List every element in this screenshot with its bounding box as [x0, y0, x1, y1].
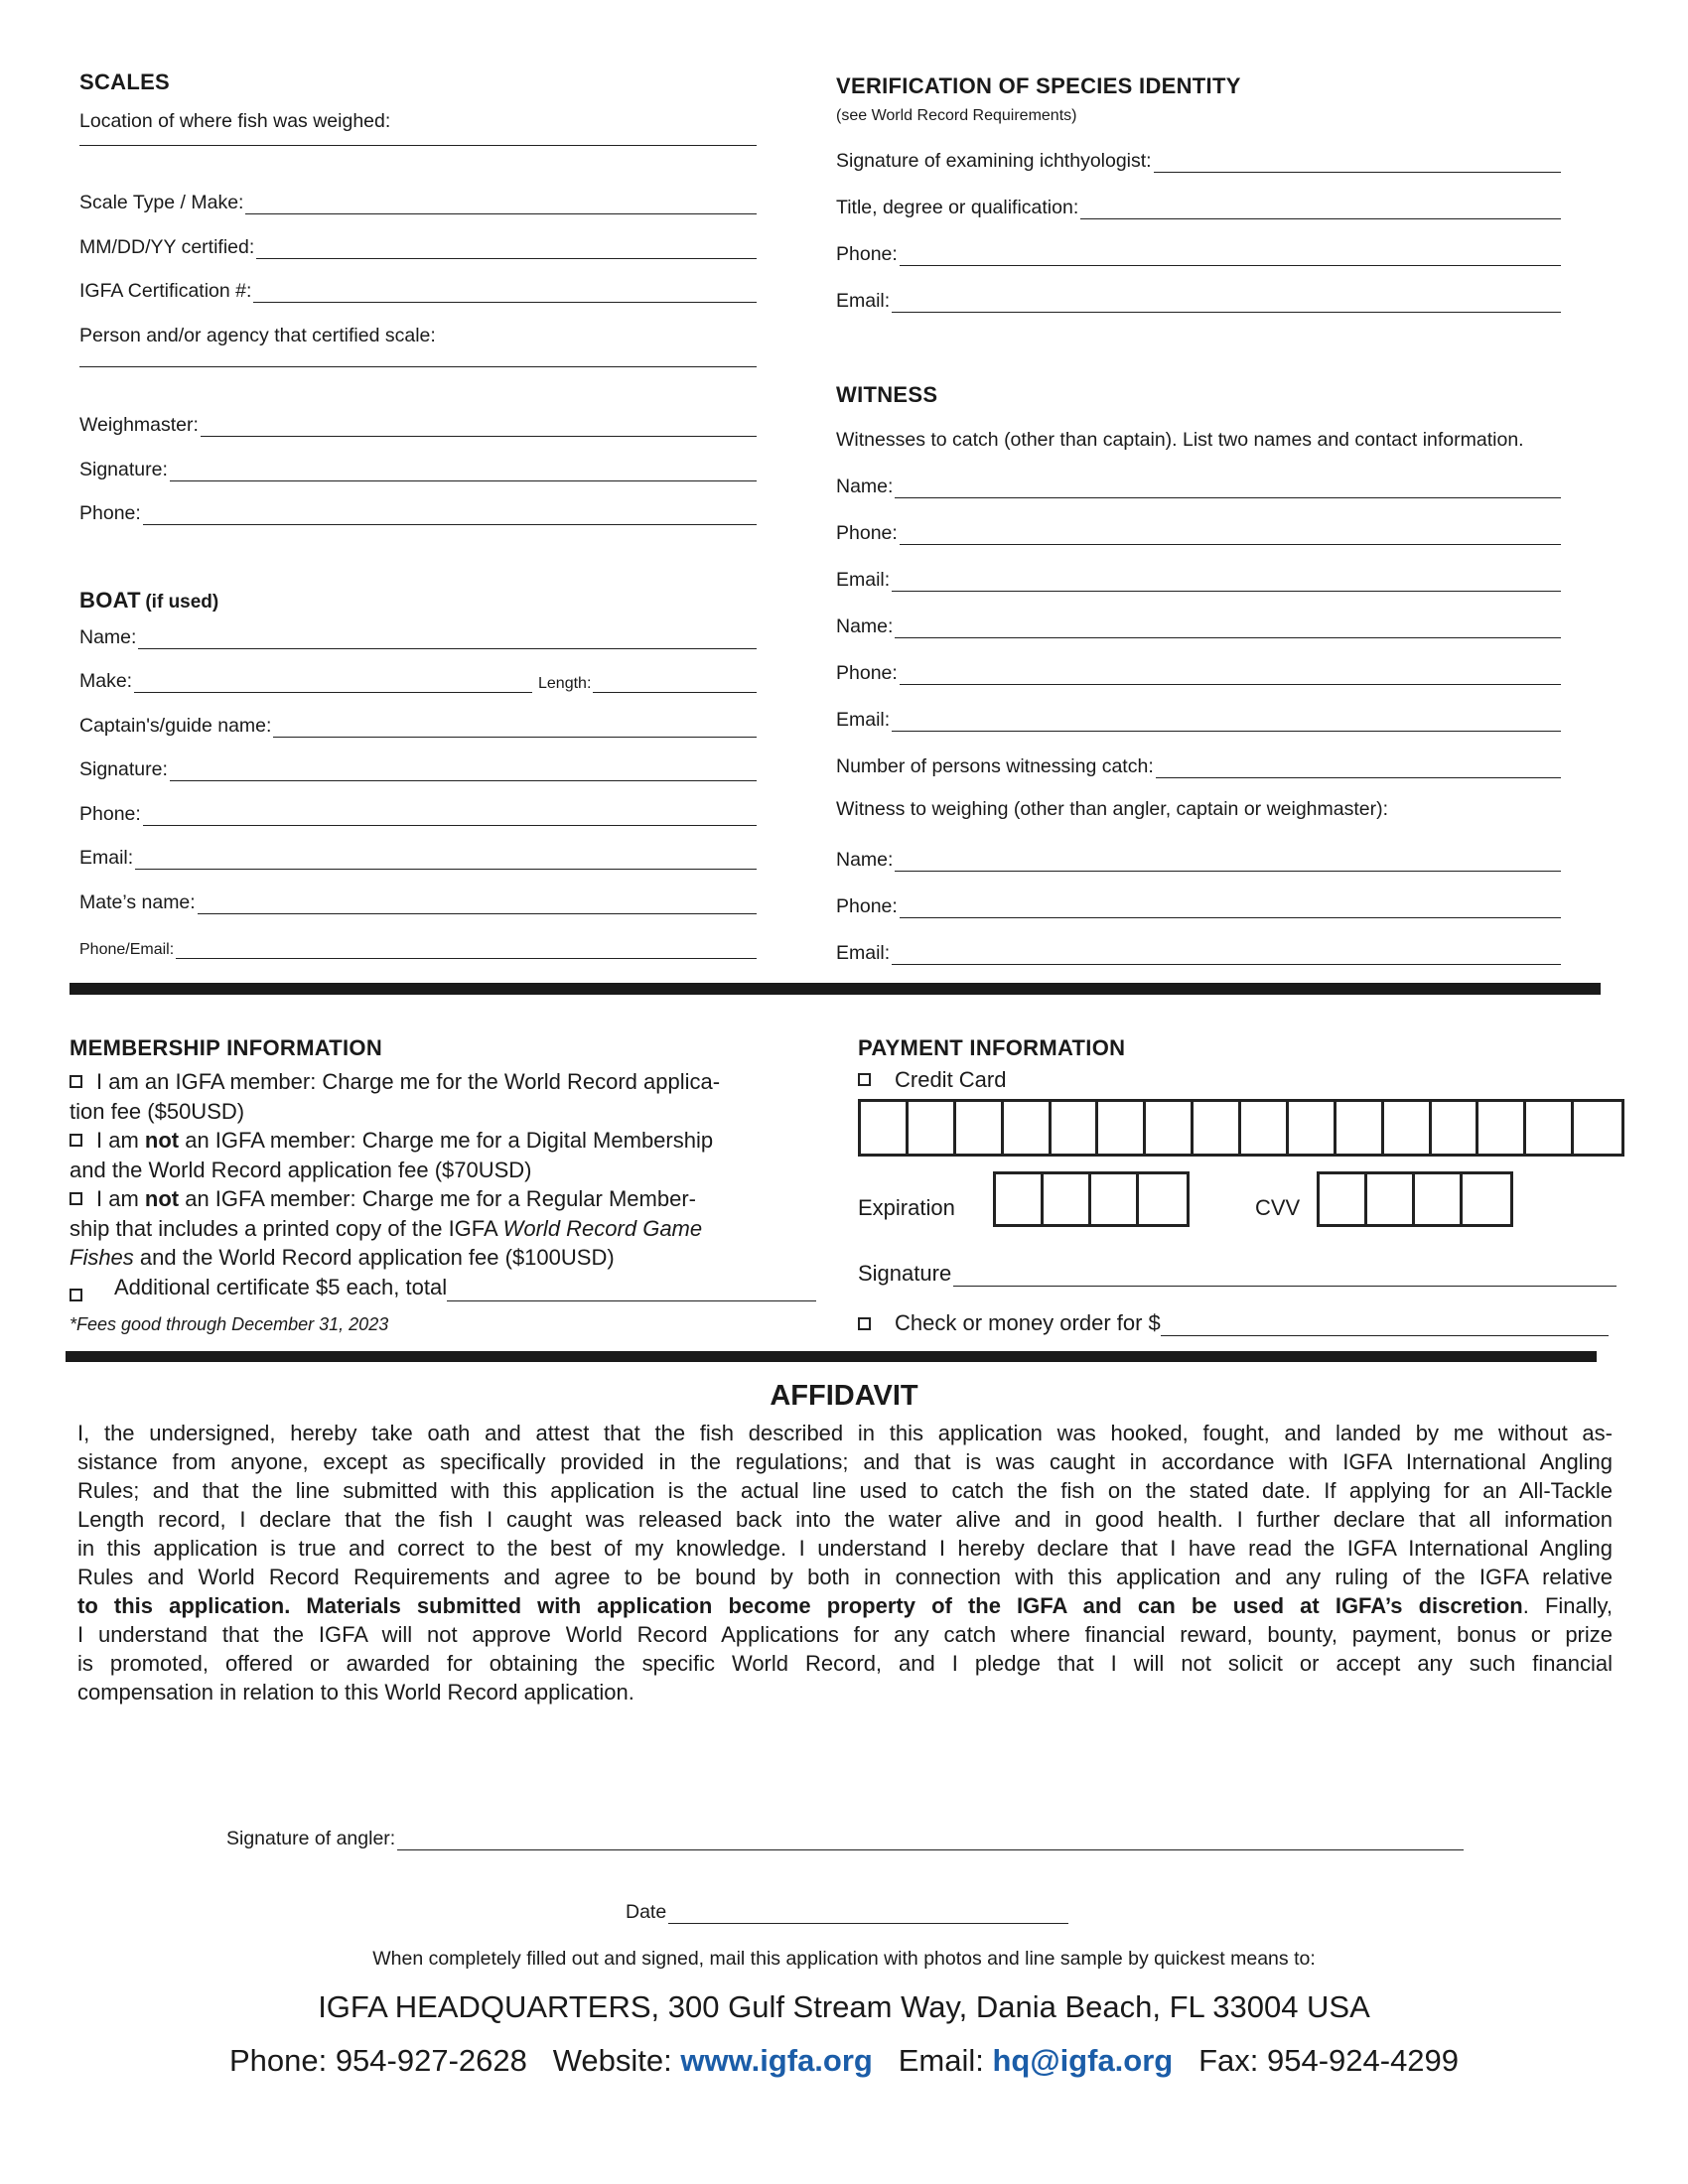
weighing-witness-email-label: Email:: [836, 942, 891, 964]
expiration-label: Expiration: [858, 1195, 955, 1220]
fees-note: *Fees good through December 31, 2023: [70, 1314, 389, 1334]
scales-signature-label: Signature:: [79, 459, 168, 480]
affidavit-date-label: Date: [626, 1901, 667, 1923]
check-amount-line[interactable]: [1161, 1311, 1609, 1336]
additional-certificate-total-line[interactable]: [447, 1277, 816, 1301]
affidavit-line: Length record, I declare that the fish I caught was released back into the water alive and in good health. I further declare that all information: [77, 1507, 1613, 1532]
membership-option-member[interactable]: I am an IGFA member: Charge me for the World Record applica-: [70, 1067, 834, 1097]
affidavit-line: I understand that the IGFA will not approve World Record Applications for any catch where financial reward, bounty, payment, bonus or prize: [77, 1622, 1613, 1647]
witness2-phone-label: Phone:: [836, 662, 898, 684]
witness1-email-label: Email:: [836, 569, 891, 591]
additional-certificate-option[interactable]: Additional certificate $5 each, total: [70, 1273, 816, 1302]
qualification-field[interactable]: [836, 190, 1561, 219]
boat-heading: BOAT (if used): [79, 588, 219, 613]
checkbox-digital[interactable]: [70, 1134, 82, 1147]
payment-signature-label: Signature: [858, 1261, 952, 1286]
affidavit-line: compensation in relation to this World Record application.: [77, 1680, 634, 1705]
affidavit-line: I, the undersigned, hereby take oath and attest that the fish described in this application was hooked, fought, and landed by me without as-: [77, 1421, 1613, 1445]
angler-signature-field[interactable]: [226, 1821, 1464, 1850]
checkbox-check[interactable]: [858, 1317, 871, 1330]
witness1-name-label: Name:: [836, 476, 894, 497]
scale-agency-line[interactable]: [79, 366, 757, 367]
card-digit-box[interactable]: [956, 1102, 1004, 1154]
scale-certified-label: MM/DD/YY certified:: [79, 236, 255, 258]
captain-name-label: Captain's/guide name:: [79, 715, 272, 737]
check-option[interactable]: Check or money order for $: [858, 1310, 1609, 1336]
hq-fax: Fax: 954-924-4299: [1198, 2043, 1460, 2078]
cvv-boxes[interactable]: [1317, 1171, 1513, 1227]
witness-count-label: Number of persons witnessing catch:: [836, 755, 1154, 777]
verification-heading: VERIFICATION OF SPECIES IDENTITY: [836, 73, 1241, 98]
boat-make-field[interactable]: [79, 663, 532, 693]
checkbox-credit-card[interactable]: [858, 1073, 871, 1086]
weighing-witness-phone-field[interactable]: [836, 888, 1561, 918]
membership-options: I am an IGFA member: Charge me for the World Record applica- tion fee ($50USD) I am not an IGFA member: Charge me for a Digital Membership and the World Record application fee ($70USD) I am not an IGFA member: Charge me for a Regular Member- ship that includes a printed copy of the IGFA World Record Game Fishes and the World Record application fee ($100USD) Additional certificate $5 each, total: [70, 1067, 834, 1301]
boat-length-label: Length:: [538, 675, 592, 692]
expiration-digit-box[interactable]: [1139, 1174, 1187, 1224]
witness2-name-field[interactable]: [836, 609, 1561, 638]
card-digit-box[interactable]: [1432, 1102, 1479, 1154]
qualification-label: Title, degree or qualification:: [836, 197, 1079, 218]
expiration-boxes[interactable]: [993, 1171, 1190, 1227]
affidavit-text: I, the undersigned, hereby take oath and attest that the fish described in this application was hooked, fought, and landed by me without as- sistance from anyone, except as specifically provided in the regulations; and that is was caught in accordance with IGFA International Angling Rules; and that the line submitted with this application is the actual line used to catch the fish on the stated date. If applying for an All-Tackle Length record, I declare that the fish I caught was released back into the water alive and in good health. I further declare that all information in this application is true and correct to the best of my knowledge. I understand I hereby declare that I have read the IGFA International Angling Rules and World Record Requirements and agree to be bound by both in connection with this application and any ruling of the IGFA relative to this application. Materials submitted with application become property of the IGFA and can be used at IGFA’s discretion. Finally, I understand that the IGFA will not approve World Record Applications for any catch where financial reward, bounty, payment, bonus or prize is promoted, offered or awarded for obtaining the specific World Record, and I pledge that I will not solicit or accept any such financial compensation in relation to this World Record application.: [77, 1421, 1614, 1705]
witness2-name-label: Name:: [836, 615, 894, 637]
scales-heading: SCALES: [79, 69, 171, 94]
membership-option-regular[interactable]: I am not an IGFA member: Charge me for a Regular Member-: [70, 1184, 834, 1214]
scale-cert-number-label: IGFA Certification #:: [79, 280, 252, 302]
affidavit-line: Rules and World Record Requirements and agree to be bound by both in connection with this application and any ruling of the IGFA relative: [77, 1565, 1613, 1589]
witness1-phone-field[interactable]: [836, 515, 1561, 545]
mail-note: When completely filled out and signed, mail this application with photos and line sample by quickest means to:: [372, 1948, 1316, 1970]
scale-certified-field[interactable]: [79, 229, 757, 259]
mate-name-field[interactable]: [79, 885, 757, 914]
mate-contact-label: Phone/Email:: [79, 941, 175, 958]
card-digit-box[interactable]: [1336, 1102, 1384, 1154]
scale-agency-label: Person and/or agency that certified scale:: [79, 325, 436, 346]
boat-phone-field[interactable]: [79, 796, 757, 826]
checkbox-additional-certificate[interactable]: [70, 1289, 82, 1301]
membership-heading: MEMBERSHIP INFORMATION: [70, 1035, 383, 1060]
affidavit-line: Rules; and that the line submitted with this application is the actual line used to catch the fish on the stated date. If applying for an All-Tackle: [77, 1478, 1613, 1503]
credit-card-option[interactable]: Credit Card: [858, 1067, 1006, 1093]
ichthyologist-signature-field[interactable]: [836, 143, 1561, 173]
scales-phone-field[interactable]: [79, 495, 757, 525]
witness-count-field[interactable]: [836, 749, 1561, 778]
witness2-email-field[interactable]: [836, 702, 1561, 732]
affidavit-line: is promoted, offered or awarded for obtaining the specific World Record, and I pledge that I will not solicit or accept any such financial: [77, 1651, 1613, 1676]
mate-contact-field[interactable]: [79, 929, 757, 959]
witness2-phone-field[interactable]: [836, 655, 1561, 685]
card-number-boxes[interactable]: [858, 1099, 1624, 1157]
card-digit-box[interactable]: [1052, 1102, 1099, 1154]
contact-line: Phone: 954-927-2628 Website: www.igfa.org Email: hq@igfa.org Fax: 954-924-4299: [228, 2043, 1460, 2078]
expiration-digit-box[interactable]: [996, 1174, 1044, 1224]
witness-intro: Witnesses to catch (other than captain). List two names and contact information.: [836, 429, 1524, 451]
card-digit-box[interactable]: [1478, 1102, 1526, 1154]
boat-email-label: Email:: [79, 847, 134, 869]
boat-make-label: Make:: [79, 670, 133, 692]
witness-heading: WITNESS: [836, 382, 938, 407]
cvv-label: CVV: [1255, 1195, 1301, 1220]
scale-type-field[interactable]: [79, 185, 757, 214]
ichthyologist-signature-label: Signature of examining ichthyologist:: [836, 150, 1152, 172]
email-link[interactable]: hq@igfa.org: [992, 2043, 1174, 2078]
checkbox-member[interactable]: [70, 1075, 82, 1088]
checkbox-regular[interactable]: [70, 1192, 82, 1205]
card-digit-box[interactable]: [1146, 1102, 1194, 1154]
witness2-email-label: Email:: [836, 709, 891, 731]
hq-phone: Phone: 954-927-2628: [228, 2043, 527, 2078]
cvv-digit-box[interactable]: [1320, 1174, 1367, 1224]
card-digit-box[interactable]: [1384, 1102, 1432, 1154]
weighmaster-label: Weighmaster:: [79, 414, 199, 436]
boat-name-field[interactable]: [79, 619, 757, 649]
scale-type-label: Scale Type / Make:: [79, 192, 244, 213]
payment-signature-field[interactable]: [858, 1257, 1617, 1287]
boat-length-field[interactable]: [538, 663, 757, 693]
expiration-digit-box[interactable]: [1044, 1174, 1091, 1224]
membership-option-digital[interactable]: I am not an IGFA member: Charge me for a Digital Membership: [70, 1126, 834, 1156]
verification-subheading: (see World Record Requirements): [836, 107, 1077, 124]
affidavit-date-field[interactable]: [626, 1894, 1068, 1924]
cvv-digit-box[interactable]: [1415, 1174, 1463, 1224]
verification-email-label: Email:: [836, 290, 891, 312]
boat-phone-label: Phone:: [79, 803, 141, 825]
verification-email-field[interactable]: [836, 283, 1561, 313]
card-digit-box[interactable]: [861, 1102, 909, 1154]
website-link[interactable]: www.igfa.org: [680, 2043, 873, 2078]
scales-location-label: Location of where fish was weighed:: [79, 110, 391, 132]
section-divider-bottom: [66, 1351, 1597, 1362]
weighing-witness-email-field[interactable]: [836, 935, 1561, 965]
weighmaster-field[interactable]: [79, 407, 757, 437]
card-digit-box[interactable]: [1004, 1102, 1052, 1154]
card-digit-box[interactable]: [1098, 1102, 1146, 1154]
witness1-email-field[interactable]: [836, 562, 1561, 592]
card-digit-box[interactable]: [909, 1102, 956, 1154]
captain-name-field[interactable]: [79, 708, 757, 738]
scales-phone-label: Phone:: [79, 502, 141, 524]
cvv-digit-box[interactable]: [1463, 1174, 1510, 1224]
card-digit-box[interactable]: [1574, 1102, 1621, 1154]
card-digit-box[interactable]: [1289, 1102, 1336, 1154]
witness1-name-field[interactable]: [836, 469, 1561, 498]
card-digit-box[interactable]: [1241, 1102, 1289, 1154]
card-digit-box[interactable]: [1526, 1102, 1574, 1154]
payment-heading: PAYMENT INFORMATION: [858, 1035, 1126, 1060]
verification-phone-label: Phone:: [836, 243, 898, 265]
scales-signature-field[interactable]: [79, 452, 757, 481]
weighing-witness-phone-label: Phone:: [836, 895, 898, 917]
scale-cert-number-field[interactable]: [79, 273, 757, 303]
hq-address: IGFA HEADQUARTERS, 300 Gulf Stream Way, Dania Beach, FL 33004 USA: [318, 1989, 1370, 2024]
boat-email-field[interactable]: [79, 840, 757, 870]
weighing-witness-intro: Witness to weighing (other than angler, captain or weighmaster):: [836, 798, 1389, 820]
affidavit-line: in this application is true and correct to the best of my knowledge. I understand I hereby declare that I have read the IGFA International Angling: [77, 1536, 1613, 1561]
boat-signature-field[interactable]: [79, 751, 757, 781]
cvv-digit-box[interactable]: [1367, 1174, 1415, 1224]
expiration-digit-box[interactable]: [1091, 1174, 1139, 1224]
scales-location-line[interactable]: [79, 145, 757, 146]
verification-phone-field[interactable]: [836, 236, 1561, 266]
affidavit-line: sistance from anyone, except as specifically provided in the regulations; and that is was caught in accordance with IGFA International Angling: [77, 1449, 1613, 1474]
boat-name-label: Name:: [79, 626, 137, 648]
card-digit-box[interactable]: [1194, 1102, 1241, 1154]
weighing-witness-name-label: Name:: [836, 849, 894, 871]
affidavit-heading: AFFIDAVIT: [770, 1380, 918, 1412]
section-divider-top: [70, 983, 1601, 995]
weighing-witness-name-field[interactable]: [836, 842, 1561, 872]
boat-signature-label: Signature:: [79, 758, 168, 780]
mate-name-label: Mate’s name:: [79, 891, 196, 913]
witness1-phone-label: Phone:: [836, 522, 898, 544]
angler-signature-label: Signature of angler:: [226, 1828, 396, 1849]
